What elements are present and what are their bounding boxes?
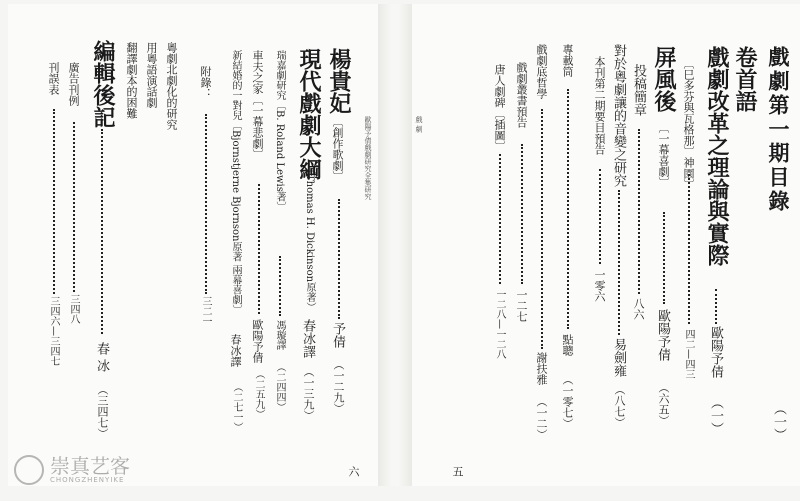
toc-entry-page: （二四四） [274,362,285,412]
leader-dots [688,174,690,324]
leader-dots [521,144,523,284]
toc-entry-author: 春冰譯 [229,334,242,367]
toc-entry-title: 編輯後記 [90,40,116,128]
toc-entry-page: （二五九） [253,369,264,419]
toc-entry-title: 刊誤表 [47,62,60,95]
toc-entry-page: （一二） [535,396,548,440]
page-title: 戲劇第一期目錄 [766,46,791,214]
toc-entry-title: 現代戲劇大綱 [296,48,322,180]
toc-entry-page: 三四八 [68,294,79,324]
page-number: 六 [347,466,360,477]
toc-entry-title: 廣告刊例 [67,62,80,106]
toc-entry-author: 予倩 [330,322,345,348]
toc-entry-author: 春 冰 [94,342,109,373]
right-page [412,4,800,486]
toc-entry-author: 春冰譯 [300,319,315,358]
leader-dots [567,89,569,329]
toc-entry-title: 〔巳多芬與瓦格那〕神園〕 [682,58,695,190]
watermark-subtext: CHONGZHENYIKE [50,476,125,484]
watermark [14,455,130,485]
book-gutter [378,4,412,486]
toc-entry-title: 瑞嘉劇研究〔B. Roland Lewis著〕 [274,50,285,212]
leader-dots [279,256,281,316]
appendix-label: 附錄： [199,66,212,99]
toc-entry-title: 本刊第二期要目預告 [593,56,606,155]
toc-entry-title: 新結婚的一對兒〔Bjornstjerne Bjornson原著 兩幕喜劇〕 [230,50,241,315]
toc-entry-author: 點聰 [561,334,574,356]
leader-dots [338,199,340,319]
leader-dots [638,129,640,294]
toc-entry-author: 謝扶雅 [535,352,548,385]
toc-entry-title: 投稿簡章 [631,64,646,116]
watermark-text: 崇真艺客 [50,454,130,478]
leader-dots [258,184,260,314]
toc-entry-page: 一二八—一二八 [494,289,505,359]
toc-entry-subtitle: （Thomas H. Dickinson原著） [304,164,315,313]
leader-dots [205,114,207,294]
toc-entry-title: 戲劇叢書預告 [515,62,528,128]
leader-dots [599,169,601,264]
toc-entry-author: 馮璇譯 [274,320,285,350]
leader-dots [663,212,665,304]
toc-entry-title: 粵劇北劇化的研究 [165,42,178,130]
toc-entry-title: 戲劇改革之理論與實際 [704,46,730,266]
watermark-logo-icon [14,455,44,485]
toc-entry-title: 車夫之家〔一幕悲劇〕 [251,50,264,160]
toc-entry-page: 八六 [632,298,645,320]
right-header-mark: 戲 劇 [415,116,423,133]
leader-dots [541,109,543,349]
toc-entry-page: 一零六 [593,269,606,302]
leader-dots [73,122,75,292]
page-number: 五 [451,466,464,477]
leader-dots [499,154,501,284]
toc-entry-author: 易劍雍 [611,338,626,377]
toc-entry-page: 一二七 [515,289,528,322]
toc-entry-author: 歐陽予倩 [708,326,723,378]
leader-dots [53,109,55,294]
toc-entry-title: 翻譯劇本的困難 [125,42,138,119]
toc-entry-page: （一三九） [302,366,315,421]
toc-entry-title: 唐人劇碑〔插圖〕 [493,64,506,152]
toc-entry-page: （六五） [657,382,670,426]
left-header-mark: 歐陽予倩戲劇研究全集研究 [364,116,372,200]
toc-entry-author: 歐陽予倩 [655,309,670,361]
toc-entry-page: 三四六—三四七 [48,296,59,366]
toc-entry-title: 對於粵劇讓的音變之研究 [611,44,626,187]
toc-entry-author: 歐陽予倩 [251,319,264,363]
toc-entry-subtitle: 〔創作歌劇〕 [331,116,344,182]
toc-entry-title: 卷首語 [732,46,758,112]
left-page [8,4,378,486]
toc-entry-title: 用粵語演話劇 [145,42,158,108]
toc-entry-title: 戲劇底哲學 [535,44,548,99]
toc-entry-page: 四二—四三 [683,329,694,379]
toc-entry-title: 屏風後 [651,46,677,112]
toc-entry-page: （一） [708,396,723,435]
volume-label: （一） [771,402,786,441]
toc-entry-title: 專載筒 [561,44,574,77]
toc-entry-page: （一零七） [561,374,574,429]
toc-entry-page: （二七一） [231,382,242,432]
toc-entry-page: （三四七） [96,384,109,439]
toc-entry-subtitle: 〔一幕喜劇〕 [657,122,670,188]
toc-entry-page: 三二一 [200,296,211,326]
toc-entry-page: （一二九） [332,359,345,414]
leader-dots [101,129,103,334]
toc-entry-title: 楊貴妃 [326,48,352,114]
toc-entry-page: （八七） [613,384,626,428]
leader-dots [618,190,620,335]
leader-dots [715,289,717,324]
